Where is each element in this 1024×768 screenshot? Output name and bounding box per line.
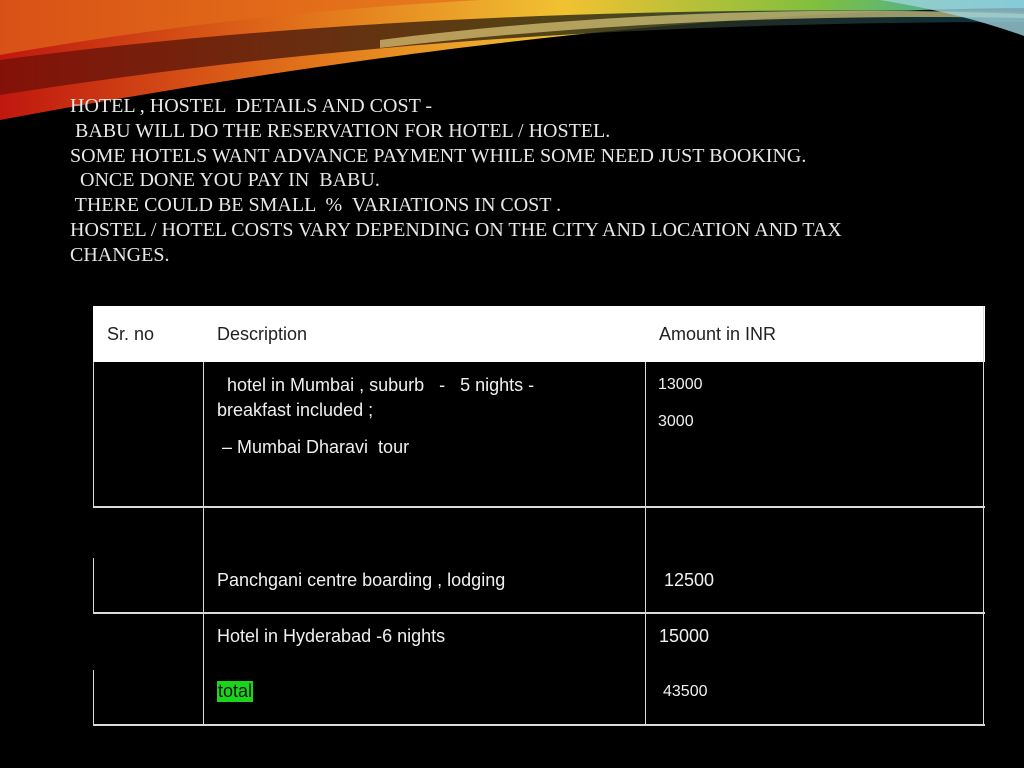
grid-line	[93, 724, 985, 726]
grid-line	[203, 362, 204, 726]
heading-line: ONCE DONE YOU PAY IN BABU.	[70, 169, 380, 192]
row2-amount: 12500	[659, 570, 715, 590]
heading-line: THERE COULD BE SMALL % VARIATIONS IN COST .	[70, 194, 562, 217]
grid-line	[93, 558, 94, 614]
cost-table	[93, 306, 985, 726]
slide-heading	[70, 94, 970, 268]
row1-description-line1: hotel in Mumbai , suburb - 5 nights -	[217, 375, 535, 395]
row1-amount1: 13000	[658, 376, 703, 393]
heading-line: HOTEL , HOSTEL DETAILS AND COST -	[70, 95, 433, 117]
grid-line	[93, 362, 94, 507]
row3-description: Hotel in Hyderabad -6 nights	[217, 626, 446, 646]
header-description: Description	[217, 324, 308, 344]
row1-description-line3: – Mumbai Dharavi tour	[217, 437, 410, 457]
heading-line: SOME HOTELS WANT ADVANCE PAYMENT WHILE SOME NEED JUST BOOKING.	[70, 144, 807, 167]
row3-amount: 15000	[659, 626, 710, 646]
row2-description: Panchgani centre boarding , lodging	[217, 570, 506, 590]
grid-line	[93, 612, 985, 614]
grid-line	[983, 306, 984, 726]
row1-amount2: 3000	[658, 413, 694, 430]
grid-line	[645, 362, 646, 726]
row1-description-line2: breakfast included ;	[217, 400, 374, 420]
heading-line: HOSTEL / HOTEL COSTS VARY DEPENDING ON THE CITY AND LOCATION AND TAX	[70, 218, 842, 241]
header-sr-no: Sr. no	[107, 324, 155, 344]
heading-line: BABU WILL DO THE RESERVATION FOR HOTEL / HOSTEL.	[70, 119, 611, 142]
grid-line	[93, 506, 985, 508]
total-amount: 43500	[663, 683, 708, 700]
grid-line	[93, 670, 94, 726]
heading-line: CHANGES.	[70, 243, 170, 266]
table-header	[93, 306, 985, 362]
header-amount: Amount in INR	[659, 324, 777, 344]
total-label: total	[218, 681, 253, 701]
